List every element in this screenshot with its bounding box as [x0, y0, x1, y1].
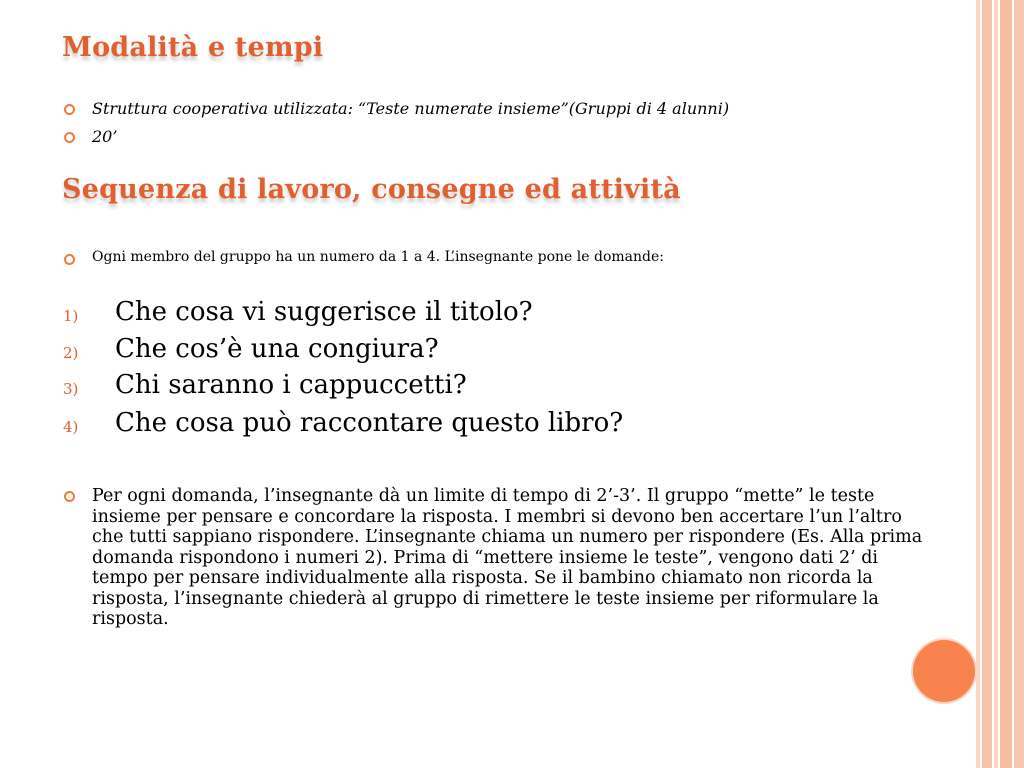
bullet-icon: [64, 254, 75, 265]
stripe: [982, 0, 992, 768]
stripe: [1000, 0, 1012, 768]
bullet-icon: [64, 491, 75, 502]
bullet-text-struttura: Struttura cooperativa utilizzata: “Teste numerate insieme”(Gruppi di 4 alunni): [92, 99, 730, 118]
bullet-text-tempo: 20’: [92, 127, 118, 146]
stripe: [994, 0, 998, 768]
bullet-icon: [64, 132, 75, 143]
procedure-paragraph: Per ogni domanda, l’insegnante dà un limite di tempo di 2’-3’. Il gruppo “mette” le teste insieme per pensare e concordare la risposta. I membri si devono ben accertare l’un l’altro che tutti sappiano rispondere. L’insegnante chiama un numero per rispondere (Es. Alla prima domanda rispondono i numeri 2). Prima di “mettere insieme le teste”, vengono dati 2’ di tempo per pensare individualmente alla risposta. Se il bambino chiamato non ricorda la risposta, l’insegnante chiederà al gruppo di rimettere le teste insieme per riformulare la risposta.: [92, 486, 923, 629]
question-number: 1): [63, 307, 79, 325]
decorative-side-stripes: [976, 0, 1024, 768]
question-2: Che cos’è una congiura?: [115, 334, 439, 364]
section-title-modalita: Modalità e tempi: [62, 32, 324, 63]
section-title-sequenza: Sequenza di lavoro, consegne ed attività: [62, 174, 681, 205]
question-4: Che cosa può raccontare questo libro?: [115, 408, 624, 438]
question-number: 2): [63, 344, 79, 362]
stripe: [976, 0, 980, 768]
question-1: Che cosa vi suggerisce il titolo?: [115, 297, 533, 327]
bullet-icon: [64, 104, 75, 115]
decorative-circle: [913, 640, 975, 702]
question-number: 4): [63, 418, 79, 436]
question-3: Chi saranno i cappuccetti?: [115, 370, 467, 400]
stripe: [1014, 0, 1024, 768]
question-number: 3): [63, 380, 79, 398]
intro-text: Ogni membro del gruppo ha un numero da 1 a 4. L’insegnante pone le domande:: [92, 249, 664, 265]
